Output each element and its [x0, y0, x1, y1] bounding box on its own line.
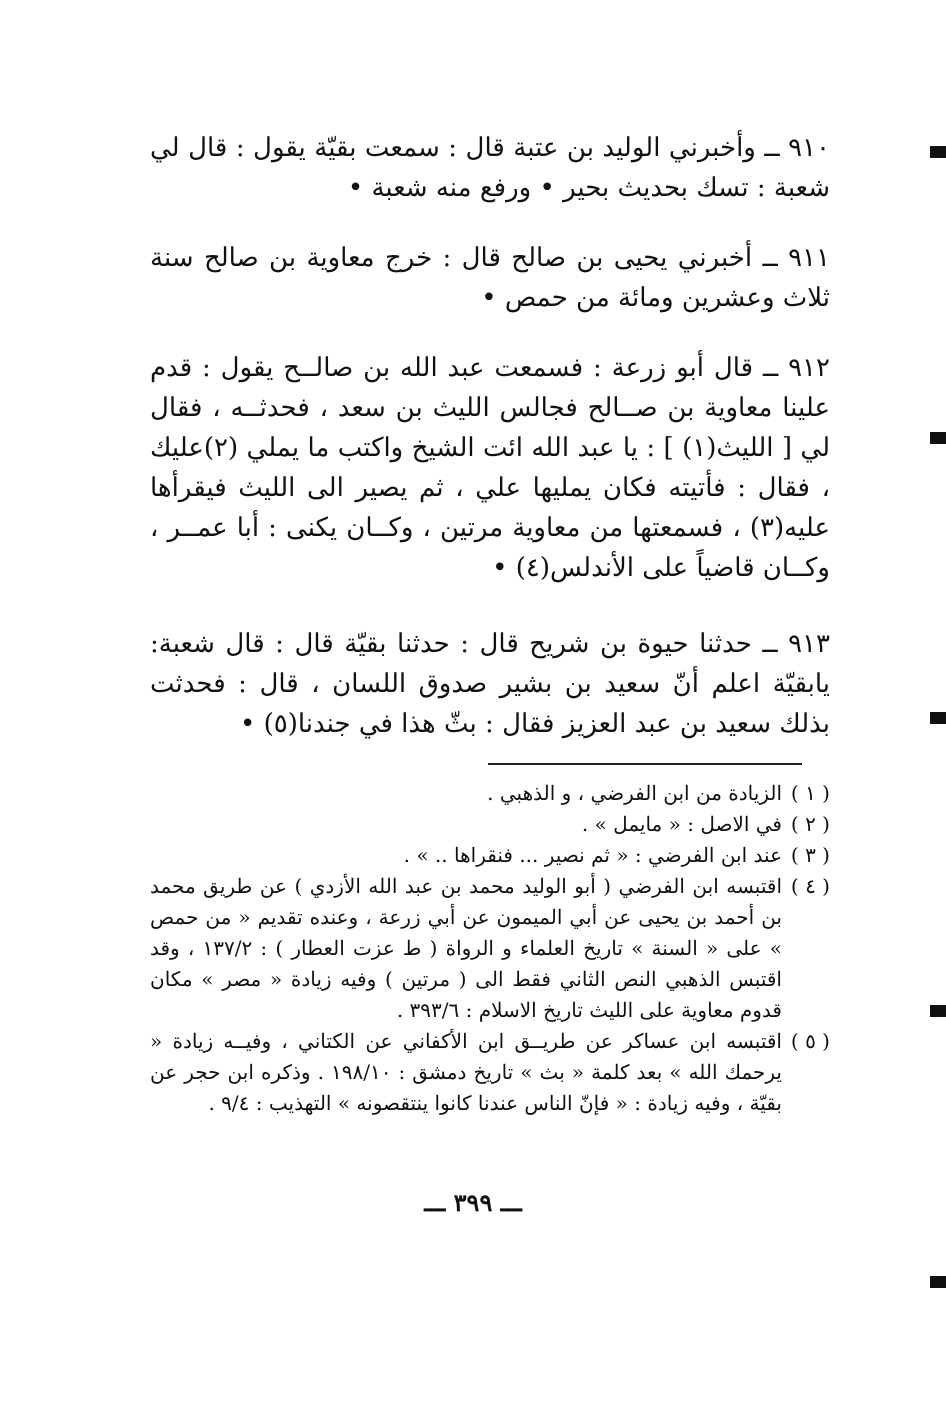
footnote-4: [150, 871, 830, 1026]
paragraph-910: ٩١٠ ــ وأخبرني الوليد بن عتبة قال : سمعت بقيّة يقول : قال لي شعبة : تسك بحديث بحير • ورفع منه شعبة •: [150, 133, 830, 203]
page-edge-mark: [930, 1005, 946, 1017]
footnote-text: الزيادة من ابن الفرضي ، و الذهبي .: [487, 781, 782, 805]
footnote-3: [150, 840, 830, 871]
footnote-number: ( ٥ ): [790, 1029, 830, 1053]
page-edge-mark: [930, 432, 946, 444]
footnote-2: [150, 809, 830, 840]
page-edge-mark: [930, 1276, 946, 1288]
paragraph-912: ٩١٢ ــ قال أبو زرعة : فسمعت عبد الله بن صالــح يقول : قدم علينا معاوية بن صــالح فجالس الليث بن سعد ، فحدثــه ، فقال لي [ الليث(١) ] : يا عبد الله ائت الشيخ واكتب ما يملي (٢)عليك ، فقال : فأتيته فكان يمليها علي ، ثم يصير الى الليث فيقرأها عليه(٣) ، فسمعتها من معاوية مرتين ، وكــان يكنى : أبا عمــر ، وكــان قاضياً على الأندلس(٤) •: [150, 353, 830, 583]
page-edge-mark: [930, 712, 946, 724]
footnote-text: اقتبسه ابن الفرضي ( أبو الوليد محمد بن عبد الله الأزدي ) عن طريق محمد بن أحمد بن يحيى عن أبي الميمون عن أبي زرعة ، وعنده تقديم « من حمص » على « السنة » تاريخ العلماء و الرواة ( ط عزت العطار ) : ١٣٧/٢ ، وقد اقتبس الذهبي النص الثاني فقط الى ( مرتين ) وفيه زيادة « مصر » مكان قدوم معاوية على الليث تاريخ الاسلام : ٣٩٣/٦ .: [150, 874, 782, 1022]
footnote-text: عند ابن الفرضي : « ثم نصير ... فنقراها .. » .: [403, 843, 782, 867]
footnote-number: ( ١ ): [790, 781, 830, 805]
footnote-separator: [488, 763, 802, 765]
footnote-text: اقتبسه ابن عساكر عن طريــق ابن الأكفاني عن الكتاني ، وفيــه زيادة « يرحمك الله » بعد كلمة « بث » تاريخ دمشق : ١٩٨/١٠ . وذكره ابن حجر عن بقيّة ، وفيه زيادة : « فإنّ الناس عندنا كانوا ينتقصونه » التهذيب : ٩/٤ .: [150, 1029, 782, 1115]
footnote-text: في الاصل : « مايمل » .: [581, 812, 782, 836]
footnotes-list: [150, 778, 830, 1119]
paragraph-913: ٩١٣ ــ حدثنا حيوة بن شريح قال : حدثنا بقيّة قال : قال شعبة: يابقيّة اعلم أنّ سعيد بن بشير صدوق اللسان ، قال : فحدثت بذلك سعيد بن عبد العزيز فقال : بثّ هذا في جندنا(٥) •: [150, 629, 830, 739]
footnote-number: ( ٤ ): [790, 874, 830, 898]
page-edge-mark: [930, 146, 946, 158]
footnote-5: [150, 1026, 830, 1119]
footnote-1: [150, 778, 830, 809]
footnote-number: ( ٣ ): [790, 843, 830, 867]
footnote-number: ( ٢ ): [790, 812, 830, 836]
page-number: ـــ ٣٩٩ ـــ: [424, 1188, 522, 1217]
paragraph-911: ٩١١ ــ أخبرني يحيى بن صالح قال : خرج معاوية بن صالح سنة ثلاث وعشرين ومائة من حمص •: [150, 243, 830, 313]
